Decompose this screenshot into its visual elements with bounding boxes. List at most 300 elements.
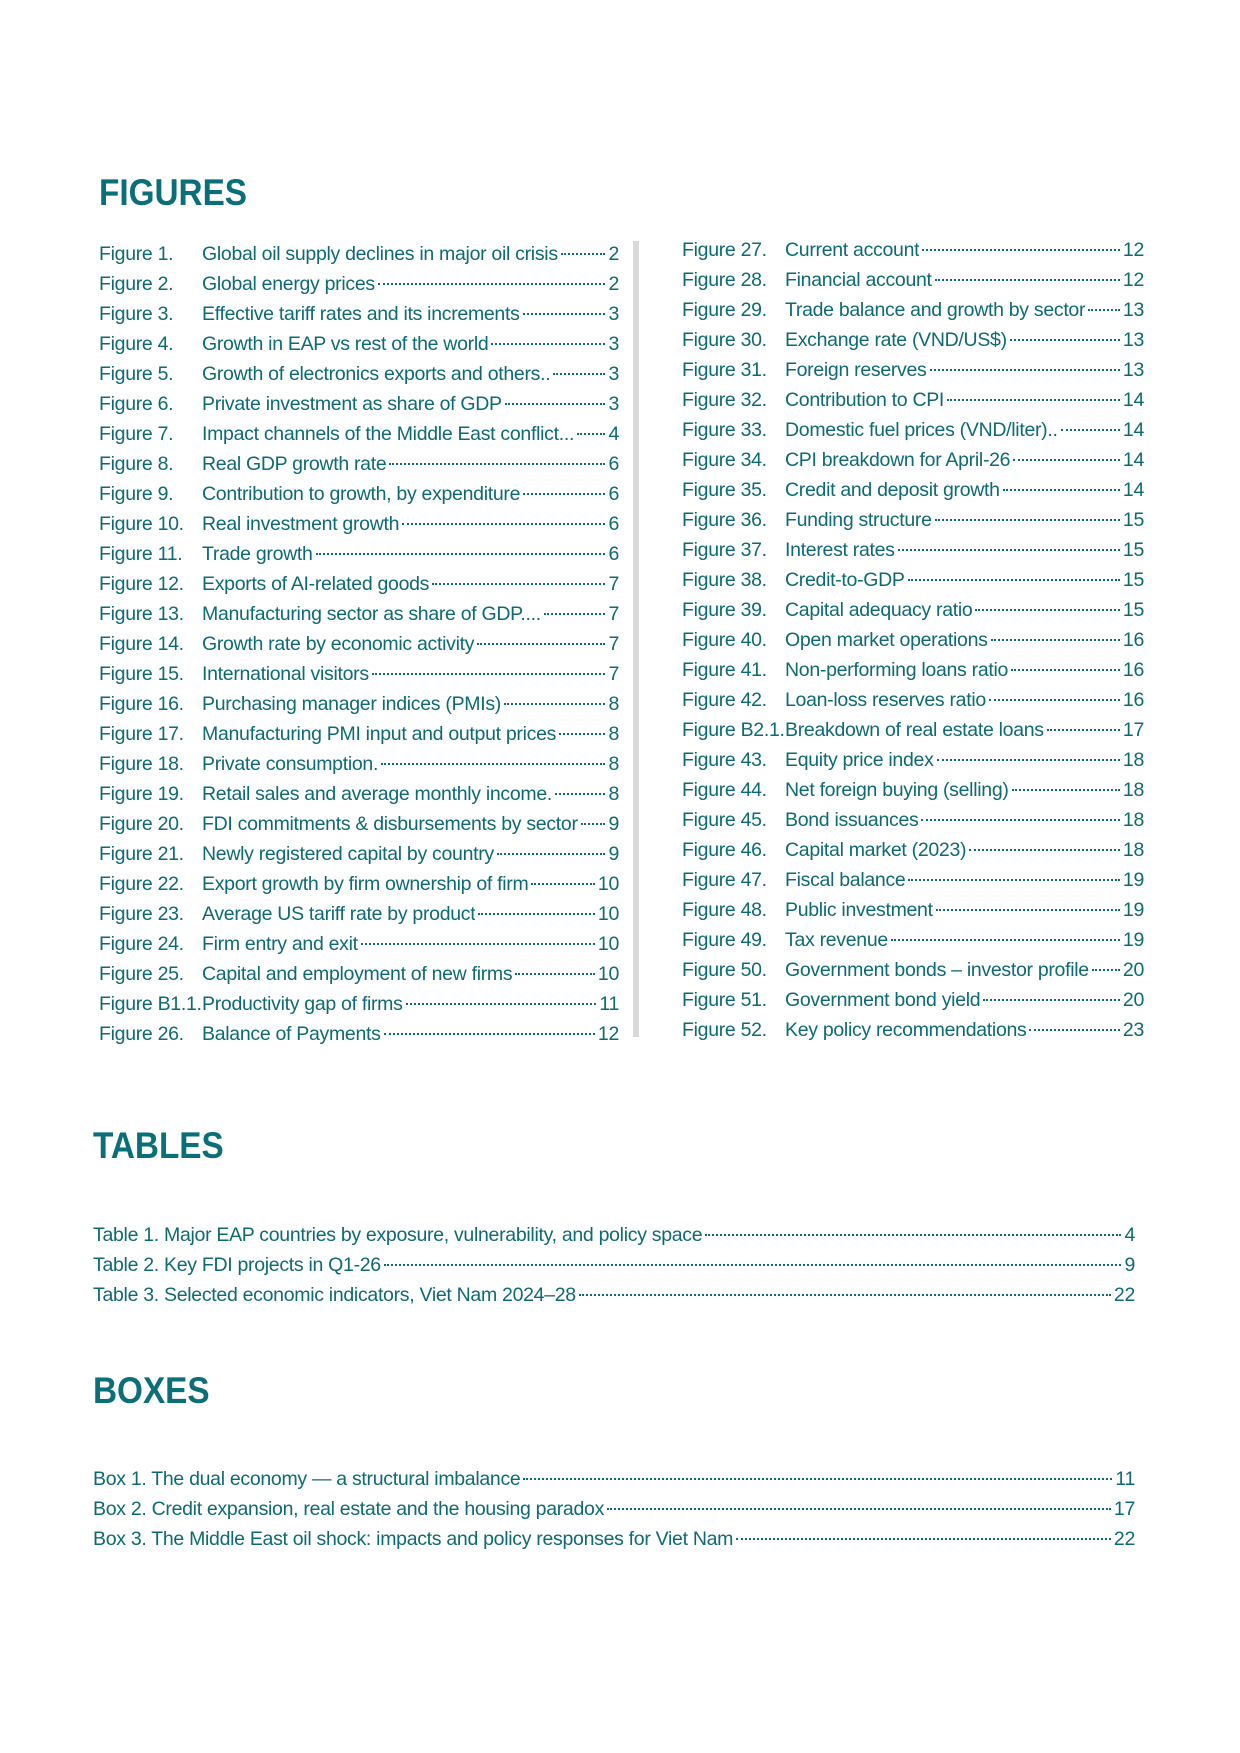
dot-leader (559, 733, 605, 735)
page-number: 15 (1122, 509, 1144, 531)
figure-title: Funding structure (785, 509, 932, 531)
figure-label: Figure 48. (682, 899, 767, 921)
dot-leader (378, 283, 606, 285)
toc-entry-figure[interactable] (99, 239, 619, 269)
page-number: 22 (1113, 1284, 1135, 1306)
figure-title: Retail sales and average monthly income. (202, 783, 553, 805)
figure-title: Credit and deposit growth (785, 479, 1000, 501)
figure-label: Figure 26. (99, 1023, 184, 1045)
page-number: 14 (1122, 389, 1144, 411)
page-number: 3 (608, 363, 619, 385)
boxes-heading: BOXES (93, 1370, 210, 1411)
dot-leader (523, 313, 606, 315)
figure-title: Open market operations (785, 629, 988, 651)
figure-label: Figure 3. (99, 303, 174, 325)
figure-label: Figure 25. (99, 963, 184, 985)
figure-label: Figure 36. (682, 509, 767, 531)
figure-label: Figure 51. (682, 989, 767, 1011)
page-number: 7 (608, 603, 619, 625)
toc-entry-figure[interactable] (682, 385, 1144, 415)
toc-entry-figure[interactable] (682, 835, 1144, 865)
figure-title: Manufacturing PMI input and output prices (202, 723, 557, 745)
page-number: 14 (1122, 479, 1144, 501)
figure-title: Net foreign buying (selling) (785, 779, 1009, 801)
toc-entry-figure[interactable] (682, 505, 1144, 535)
figure-label: Figure 16. (99, 693, 184, 715)
dot-leader (1088, 309, 1120, 311)
figure-label: Figure 41. (682, 659, 767, 681)
page-number: 2 (608, 273, 619, 295)
figure-label: Figure 45. (682, 809, 767, 831)
figure-title: Export growth by firm ownership of firm (202, 873, 529, 895)
figure-title: Growth in EAP vs rest of the world (202, 333, 489, 355)
figure-title: Trade growth (202, 543, 313, 565)
toc-entry-table[interactable] (93, 1220, 1135, 1250)
page-number: 20 (1122, 959, 1144, 981)
figure-label: Figure 44. (682, 779, 767, 801)
page-number: 18 (1122, 809, 1144, 831)
figure-label: Figure 15. (99, 663, 184, 685)
page-number: 11 (599, 993, 619, 1015)
page-number: 13 (1122, 359, 1144, 381)
figure-label: Figure 4. (99, 333, 174, 355)
tables-list (93, 1220, 1135, 1310)
page-number: 6 (608, 453, 619, 475)
dot-leader (975, 609, 1119, 611)
toc-entry-figure[interactable] (682, 355, 1144, 385)
toc-entry-figure[interactable] (99, 629, 619, 659)
entry-title: Box 1. The dual economy — a structural imbalance (93, 1468, 521, 1490)
dot-leader (922, 249, 1120, 251)
figure-title: Global oil supply declines in major oil crisis (202, 243, 558, 265)
page-number: 6 (608, 513, 619, 535)
toc-entry-figure[interactable] (99, 299, 619, 329)
figure-label: Figure 2. (99, 273, 174, 295)
page-number: 4 (1124, 1224, 1135, 1246)
dot-leader (1061, 429, 1120, 431)
toc-entry-figure[interactable] (99, 659, 619, 689)
figure-title: Newly registered capital by country (202, 843, 494, 865)
dot-leader (1003, 489, 1120, 491)
page-number: 15 (1122, 539, 1144, 561)
dot-leader (381, 763, 605, 765)
figure-title: Interest rates (785, 539, 895, 561)
figure-title: CPI breakdown for April-26 (785, 449, 1011, 471)
dot-leader (531, 883, 594, 885)
dot-leader (553, 373, 605, 375)
figure-title: Firm entry and exit (202, 933, 358, 955)
page-number: 8 (608, 723, 619, 745)
page-number: 10 (597, 903, 619, 925)
dot-leader (1047, 729, 1120, 731)
page-number: 7 (608, 633, 619, 655)
figure-title: FDI commitments & disbursements by sector (202, 813, 578, 835)
entry-title: Box 2. Credit expansion, real estate and the housing paradox (93, 1498, 605, 1520)
page-number: 14 (1122, 449, 1144, 471)
dot-leader (947, 399, 1120, 401)
toc-entry-figure[interactable] (682, 715, 1144, 745)
figure-title: Average US tariff rate by product (202, 903, 476, 925)
page-number: 19 (1122, 869, 1144, 891)
figure-label: Figure 12. (99, 573, 184, 595)
toc-entry-figure[interactable] (682, 595, 1144, 625)
figure-title: Public investment (785, 899, 933, 921)
figure-title: Exports of AI-related goods (202, 573, 430, 595)
figure-title: Non-performing loans ratio (785, 659, 1009, 681)
figure-title: Breakdown of real estate loans (785, 719, 1044, 741)
page-number: 9 (608, 813, 619, 835)
dot-leader (389, 463, 605, 465)
page-number: 3 (608, 303, 619, 325)
toc-entry-figure[interactable] (682, 985, 1144, 1015)
page-number: 15 (1122, 569, 1144, 591)
toc-entry-figure[interactable] (99, 419, 619, 449)
dot-leader (891, 939, 1120, 941)
figure-title: Capital and employment of new firms (202, 963, 513, 985)
entry-title: Box 3. The Middle East oil shock: impacts and policy responses for Viet Nam (93, 1528, 734, 1550)
figure-title: Foreign reserves (785, 359, 927, 381)
figure-label: Figure 28. (682, 269, 767, 291)
dot-leader (491, 343, 605, 345)
toc-entry-figure[interactable] (682, 865, 1144, 895)
figure-label: Figure 6. (99, 393, 174, 415)
figure-label: Figure 43. (682, 749, 767, 771)
figure-label: Figure 37. (682, 539, 767, 561)
page-number: 16 (1122, 689, 1144, 711)
page-number: 6 (608, 483, 619, 505)
toc-entry-figure[interactable] (99, 449, 619, 479)
figure-label: Figure 47. (682, 869, 767, 891)
page-number: 18 (1122, 779, 1144, 801)
figure-label: Figure 23. (99, 903, 184, 925)
figure-label: Figure 52. (682, 1019, 767, 1041)
toc-entry-figure[interactable] (99, 779, 619, 809)
figure-title: Government bond yield (785, 989, 981, 1011)
figure-title: Current account (785, 239, 920, 261)
figure-title: Trade balance and growth by sector (785, 299, 1086, 321)
boxes-list (93, 1464, 1135, 1554)
figure-label: Figure 50. (682, 959, 767, 981)
dot-leader (555, 793, 605, 795)
dot-leader (736, 1538, 1111, 1540)
toc-entry-figure[interactable] (99, 929, 619, 959)
figure-label: Figure 1. (99, 243, 174, 265)
dot-leader (937, 759, 1120, 761)
toc-entry-figure[interactable] (682, 955, 1144, 985)
figure-label: Figure 35. (682, 479, 767, 501)
figure-label: Figure 32. (682, 389, 767, 411)
toc-entry-box[interactable] (93, 1464, 1135, 1494)
figure-title: Manufacturing sector as share of GDP.... (202, 603, 541, 625)
toc-entry-figure[interactable] (99, 989, 619, 1019)
toc-entry-figure[interactable] (682, 475, 1144, 505)
toc-entry-table[interactable] (93, 1250, 1135, 1280)
page-number: 6 (608, 543, 619, 565)
page-number: 10 (597, 933, 619, 955)
dot-leader (581, 823, 606, 825)
figure-label: Figure B2.1. (682, 719, 785, 741)
figures-heading: FIGURES (99, 172, 248, 213)
figure-title: Growth rate by economic activity (202, 633, 475, 655)
figure-title: Financial account (785, 269, 932, 291)
page-number: 9 (1124, 1254, 1135, 1276)
figure-title: Private consumption. (202, 753, 379, 775)
dot-leader (523, 493, 605, 495)
dot-leader (983, 999, 1120, 1001)
page-number: 18 (1122, 749, 1144, 771)
figure-title: Global energy prices (202, 273, 375, 295)
toc-entry-figure[interactable] (99, 869, 619, 899)
toc-entry-figure[interactable] (682, 295, 1144, 325)
dot-leader (936, 909, 1120, 911)
page-number: 8 (608, 693, 619, 715)
figure-title: Capital market (2023) (785, 839, 967, 861)
toc-entry-figure[interactable] (682, 415, 1144, 445)
toc-entry-figure[interactable] (682, 655, 1144, 685)
toc-entry-figure[interactable] (99, 899, 619, 929)
page-number: 7 (608, 663, 619, 685)
dot-leader (921, 819, 1119, 821)
tables-heading: TABLES (93, 1125, 224, 1166)
page-number: 12 (1122, 239, 1144, 261)
dot-leader (406, 1003, 597, 1005)
figure-title: Contribution to CPI (785, 389, 945, 411)
page-number: 16 (1122, 659, 1144, 681)
toc-entry-figure[interactable] (99, 389, 619, 419)
figure-label: Figure 27. (682, 239, 767, 261)
figure-title: Real investment growth (202, 513, 400, 535)
toc-entry-figure[interactable] (682, 625, 1144, 655)
entry-title: Table 3. Selected economic indicators, Viet Nam 2024–28 (93, 1284, 576, 1306)
dot-leader (991, 639, 1120, 641)
dot-leader (515, 973, 595, 975)
page-number: 10 (597, 873, 619, 895)
figure-title: Bond issuances (785, 809, 919, 831)
figure-title: Government bonds – investor profile (785, 959, 1089, 981)
page-number: 17 (1122, 719, 1144, 741)
figure-label: Figure 22. (99, 873, 184, 895)
toc-entry-figure[interactable] (99, 749, 619, 779)
page-number: 13 (1122, 299, 1144, 321)
figure-label: Figure 40. (682, 629, 767, 651)
dot-leader (935, 279, 1120, 281)
figure-label: Figure 39. (682, 599, 767, 621)
dot-leader (361, 943, 595, 945)
page-number: 20 (1122, 989, 1144, 1011)
figure-label: Figure 5. (99, 363, 174, 385)
figure-label: Figure 34. (682, 449, 767, 471)
figure-label: Figure 24. (99, 933, 184, 955)
dot-leader (505, 403, 606, 405)
figure-label: Figure 46. (682, 839, 767, 861)
toc-entry-figure[interactable] (99, 479, 619, 509)
dot-leader (402, 523, 605, 525)
toc-entry-figure[interactable] (682, 1015, 1144, 1045)
figure-title: Purchasing manager indices (PMIs) (202, 693, 501, 715)
figure-label: Figure 31. (682, 359, 767, 381)
toc-entry-figure[interactable] (682, 445, 1144, 475)
figure-title: Private investment as share of GDP (202, 393, 502, 415)
figures-list-left (99, 239, 619, 1049)
figure-label: Figure 17. (99, 723, 184, 745)
figure-label: Figure 19. (99, 783, 184, 805)
figure-title: Exchange rate (VND/US$) (785, 329, 1007, 351)
figure-title: Loan-loss reserves ratio (785, 689, 986, 711)
figure-title: Equity price index (785, 749, 934, 771)
figure-label: Figure 21. (99, 843, 184, 865)
page-number: 3 (608, 333, 619, 355)
toc-entry-figure[interactable] (99, 359, 619, 389)
figure-label: Figure B1.1. (99, 993, 202, 1015)
page-number: 16 (1122, 629, 1144, 651)
dot-leader (384, 1264, 1122, 1266)
dot-leader (579, 1294, 1111, 1296)
figure-label: Figure 20. (99, 813, 184, 835)
figure-label: Figure 7. (99, 423, 174, 445)
dot-leader (478, 913, 595, 915)
toc-entry-figure[interactable] (99, 329, 619, 359)
toc-entry-table[interactable] (93, 1280, 1135, 1310)
toc-entry-figure[interactable] (682, 775, 1144, 805)
dot-leader (497, 853, 606, 855)
page-number: 19 (1122, 899, 1144, 921)
figure-label: Figure 8. (99, 453, 174, 475)
dot-leader (898, 549, 1120, 551)
figures-list-right (682, 235, 1144, 1045)
toc-entry-figure[interactable] (682, 235, 1144, 265)
figure-label: Figure 10. (99, 513, 184, 535)
dot-leader (989, 699, 1120, 701)
toc-entry-figure[interactable] (682, 535, 1144, 565)
toc-entry-figure[interactable] (682, 895, 1144, 925)
dot-leader (935, 519, 1120, 521)
figure-label: Figure 42. (682, 689, 767, 711)
toc-entry-figure[interactable] (682, 565, 1144, 595)
dot-leader (1011, 669, 1120, 671)
figure-title: Tax revenue (785, 929, 888, 951)
figure-title: Key policy recommendations (785, 1019, 1027, 1041)
page-number: 12 (1122, 269, 1144, 291)
figure-label: Figure 18. (99, 753, 184, 775)
figure-label: Figure 49. (682, 929, 767, 951)
page-number: 2 (608, 243, 619, 265)
page-number: 3 (608, 393, 619, 415)
page-number: 22 (1113, 1528, 1135, 1550)
page-number: 14 (1122, 419, 1144, 441)
toc-entry-box[interactable] (93, 1524, 1135, 1554)
dot-leader (316, 553, 606, 555)
dot-leader (1010, 339, 1120, 341)
figure-title: Growth of electronics exports and others.. (202, 363, 551, 385)
figure-title: International visitors (202, 663, 369, 685)
page-number: 8 (608, 753, 619, 775)
toc-entry-figure[interactable] (99, 569, 619, 599)
page-number: 19 (1122, 929, 1144, 951)
dot-leader (930, 369, 1120, 371)
dot-leader (504, 703, 605, 705)
dot-leader (1092, 969, 1120, 971)
page-number: 18 (1122, 839, 1144, 861)
page-number: 13 (1122, 329, 1144, 351)
dot-leader (523, 1478, 1112, 1480)
figure-title: Fiscal balance (785, 869, 906, 891)
dot-leader (908, 579, 1120, 581)
page-number: 17 (1113, 1498, 1135, 1520)
dot-leader (969, 849, 1120, 851)
figure-label: Figure 14. (99, 633, 184, 655)
toc-entry-figure[interactable] (682, 925, 1144, 955)
toc-entry-figure[interactable] (99, 959, 619, 989)
figure-title: Effective tariff rates and its increments (202, 303, 520, 325)
page-number: 23 (1122, 1019, 1144, 1041)
figure-label: Figure 33. (682, 419, 767, 441)
page-number: 10 (597, 963, 619, 985)
dot-leader (577, 433, 605, 435)
toc-entry-figure[interactable] (682, 685, 1144, 715)
figure-label: Figure 30. (682, 329, 767, 351)
figure-label: Figure 38. (682, 569, 767, 591)
dot-leader (372, 673, 606, 675)
toc-entry-figure[interactable] (682, 265, 1144, 295)
toc-entry-figure[interactable] (682, 325, 1144, 355)
dot-leader (705, 1234, 1121, 1236)
figure-title: Balance of Payments (202, 1023, 381, 1045)
page-number: 8 (608, 783, 619, 805)
figure-label: Figure 9. (99, 483, 174, 505)
figure-title: Credit-to-GDP (785, 569, 905, 591)
figure-title: Productivity gap of firms (202, 993, 403, 1015)
page-number: 12 (597, 1023, 619, 1045)
entry-title: Table 1. Major EAP countries by exposure, vulnerability, and policy space (93, 1224, 703, 1246)
toc-entry-figure[interactable] (99, 719, 619, 749)
dot-leader (1012, 789, 1120, 791)
dot-leader (477, 643, 605, 645)
toc-entry-figure[interactable] (99, 1019, 619, 1049)
figure-label: Figure 29. (682, 299, 767, 321)
entry-title: Table 2. Key FDI projects in Q1-26 (93, 1254, 381, 1276)
dot-leader (561, 253, 606, 255)
toc-entry-figure[interactable] (99, 809, 619, 839)
page-number: 4 (608, 423, 619, 445)
column-divider (633, 241, 639, 1037)
page-number: 15 (1122, 599, 1144, 621)
figure-title: Real GDP growth rate (202, 453, 387, 475)
toc-entry-figure[interactable] (99, 509, 619, 539)
page-number: 11 (1115, 1468, 1135, 1490)
figure-title: Capital adequacy ratio (785, 599, 973, 621)
toc-entry-box[interactable] (93, 1494, 1135, 1524)
toc-entry-figure[interactable] (99, 839, 619, 869)
toc-entry-figure[interactable] (99, 539, 619, 569)
toc-entry-figure[interactable] (682, 805, 1144, 835)
dot-leader (1029, 1029, 1119, 1031)
figure-label: Figure 11. (99, 543, 183, 565)
toc-entry-figure[interactable] (682, 745, 1144, 775)
figure-title: Contribution to growth, by expenditure (202, 483, 521, 505)
page-number: 7 (608, 573, 619, 595)
dot-leader (607, 1508, 1111, 1510)
dot-leader (544, 613, 606, 615)
toc-entry-figure[interactable] (99, 689, 619, 719)
toc-entry-figure[interactable] (99, 599, 619, 629)
figure-label: Figure 13. (99, 603, 184, 625)
dot-leader (432, 583, 605, 585)
figure-title: Impact channels of the Middle East conflict... (202, 423, 575, 445)
dot-leader (384, 1033, 595, 1035)
toc-entry-figure[interactable] (99, 269, 619, 299)
figure-title: Domestic fuel prices (VND/liter).. (785, 419, 1058, 441)
page-number: 9 (608, 843, 619, 865)
